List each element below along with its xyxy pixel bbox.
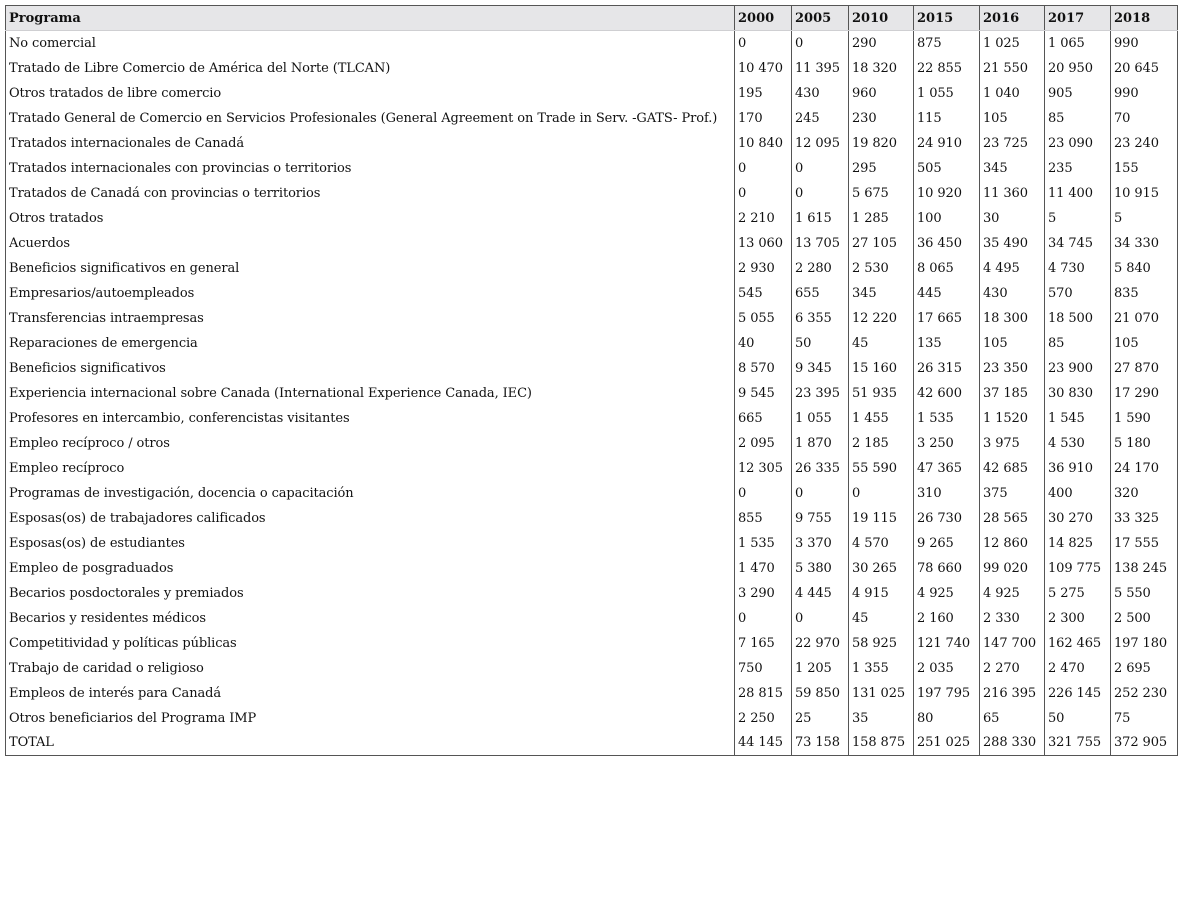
- value-cell: 20 950: [1045, 56, 1111, 81]
- value-cell: 45: [849, 606, 914, 631]
- value-cell: 12 860: [980, 531, 1045, 556]
- value-cell: 321 755: [1045, 731, 1111, 756]
- value-cell: 36 910: [1045, 456, 1111, 481]
- value-cell: 27 870: [1111, 356, 1178, 381]
- value-cell: 1 545: [1045, 406, 1111, 431]
- value-cell: 195: [735, 81, 792, 106]
- program-name-cell: Tratados de Canadá con provincias o territorios: [6, 181, 735, 206]
- value-cell: 105: [980, 106, 1045, 131]
- value-cell: 4 495: [980, 256, 1045, 281]
- value-cell: 372 905: [1111, 731, 1178, 756]
- value-cell: 115: [914, 106, 980, 131]
- value-cell: 0: [735, 606, 792, 631]
- value-cell: 17 665: [914, 306, 980, 331]
- value-cell: 8 570: [735, 356, 792, 381]
- value-cell: 73 158: [792, 731, 849, 756]
- value-cell: 70: [1111, 106, 1178, 131]
- program-name-cell: Trabajo de caridad o religioso: [6, 656, 735, 681]
- column-header-year: 2017: [1045, 6, 1111, 31]
- value-cell: 11 395: [792, 56, 849, 81]
- program-name-cell: Experiencia internacional sobre Canada (International Experience Canada, IEC): [6, 381, 735, 406]
- value-cell: 28 565: [980, 506, 1045, 531]
- value-cell: 21 070: [1111, 306, 1178, 331]
- program-name-cell: Tratados internacionales de Canadá: [6, 131, 735, 156]
- value-cell: 1 055: [914, 81, 980, 106]
- program-name-cell: Empleos de interés para Canadá: [6, 681, 735, 706]
- value-cell: 20 645: [1111, 56, 1178, 81]
- value-cell: 665: [735, 406, 792, 431]
- table-row: [6, 31, 1178, 56]
- value-cell: 12 095: [792, 131, 849, 156]
- value-cell: 835: [1111, 281, 1178, 306]
- value-cell: 2 530: [849, 256, 914, 281]
- table-row: [6, 606, 1178, 631]
- program-name-cell: Transferencias intraempresas: [6, 306, 735, 331]
- table-header: [6, 6, 1178, 31]
- value-cell: 23 900: [1045, 356, 1111, 381]
- value-cell: 320: [1111, 481, 1178, 506]
- value-cell: 23 090: [1045, 131, 1111, 156]
- table-row: [6, 706, 1178, 731]
- value-cell: 138 245: [1111, 556, 1178, 581]
- value-cell: 1 590: [1111, 406, 1178, 431]
- value-cell: 47 365: [914, 456, 980, 481]
- value-cell: 445: [914, 281, 980, 306]
- value-cell: 2 500: [1111, 606, 1178, 631]
- value-cell: 50: [1045, 706, 1111, 731]
- value-cell: 42 600: [914, 381, 980, 406]
- value-cell: 430: [792, 81, 849, 106]
- value-cell: 37 185: [980, 381, 1045, 406]
- value-cell: 3 250: [914, 431, 980, 456]
- value-cell: 2 695: [1111, 656, 1178, 681]
- value-cell: 10 920: [914, 181, 980, 206]
- value-cell: 4 925: [914, 581, 980, 606]
- value-cell: 9 545: [735, 381, 792, 406]
- value-cell: 960: [849, 81, 914, 106]
- value-cell: 162 465: [1045, 631, 1111, 656]
- value-cell: 27 105: [849, 231, 914, 256]
- value-cell: 105: [1111, 331, 1178, 356]
- program-name-cell: Programas de investigación, docencia o capacitación: [6, 481, 735, 506]
- value-cell: 22 855: [914, 56, 980, 81]
- value-cell: 170: [735, 106, 792, 131]
- value-cell: 2 330: [980, 606, 1045, 631]
- value-cell: 245: [792, 106, 849, 131]
- table-row: [6, 681, 1178, 706]
- value-cell: 4 570: [849, 531, 914, 556]
- value-cell: 3 290: [735, 581, 792, 606]
- value-cell: 0: [735, 181, 792, 206]
- value-cell: 13 705: [792, 231, 849, 256]
- value-cell: 78 660: [914, 556, 980, 581]
- value-cell: 5 055: [735, 306, 792, 331]
- value-cell: 252 230: [1111, 681, 1178, 706]
- value-cell: 3 370: [792, 531, 849, 556]
- program-name-cell: Competitividad y políticas públicas: [6, 631, 735, 656]
- value-cell: 80: [914, 706, 980, 731]
- value-cell: 18 300: [980, 306, 1045, 331]
- value-cell: 155: [1111, 156, 1178, 181]
- value-cell: 345: [849, 281, 914, 306]
- value-cell: 2 470: [1045, 656, 1111, 681]
- value-cell: 15 160: [849, 356, 914, 381]
- table-row: [6, 56, 1178, 81]
- value-cell: 0: [792, 481, 849, 506]
- value-cell: 9 755: [792, 506, 849, 531]
- table-row: [6, 456, 1178, 481]
- value-cell: 990: [1111, 81, 1178, 106]
- value-cell: 6 355: [792, 306, 849, 331]
- value-cell: 5 675: [849, 181, 914, 206]
- program-name-cell: Esposas(os) de estudiantes: [6, 531, 735, 556]
- table-row: [6, 156, 1178, 181]
- value-cell: 23 395: [792, 381, 849, 406]
- table-row: [6, 106, 1178, 131]
- value-cell: 2 185: [849, 431, 914, 456]
- value-cell: 855: [735, 506, 792, 531]
- value-cell: 1 870: [792, 431, 849, 456]
- value-cell: 375: [980, 481, 1045, 506]
- column-header-year: 2018: [1111, 6, 1178, 31]
- value-cell: 251 025: [914, 731, 980, 756]
- value-cell: 11 360: [980, 181, 1045, 206]
- value-cell: 1 055: [792, 406, 849, 431]
- value-cell: 1 455: [849, 406, 914, 431]
- value-cell: 545: [735, 281, 792, 306]
- table-row: [6, 181, 1178, 206]
- value-cell: 26 335: [792, 456, 849, 481]
- value-cell: 5 380: [792, 556, 849, 581]
- value-cell: 42 685: [980, 456, 1045, 481]
- value-cell: 12 305: [735, 456, 792, 481]
- value-cell: 4 445: [792, 581, 849, 606]
- table-row: [6, 331, 1178, 356]
- program-name-cell: Empleo recíproco / otros: [6, 431, 735, 456]
- value-cell: 45: [849, 331, 914, 356]
- value-cell: 5: [1045, 206, 1111, 231]
- value-cell: 5: [1111, 206, 1178, 231]
- header-row: [6, 6, 1178, 31]
- value-cell: 905: [1045, 81, 1111, 106]
- value-cell: 35: [849, 706, 914, 731]
- value-cell: 3 975: [980, 431, 1045, 456]
- value-cell: 2 210: [735, 206, 792, 231]
- value-cell: 288 330: [980, 731, 1045, 756]
- program-name-cell: No comercial: [6, 31, 735, 56]
- table-row: [6, 81, 1178, 106]
- value-cell: 2 270: [980, 656, 1045, 681]
- value-cell: 85: [1045, 106, 1111, 131]
- value-cell: 18 320: [849, 56, 914, 81]
- value-cell: 10 470: [735, 56, 792, 81]
- value-cell: 75: [1111, 706, 1178, 731]
- value-cell: 99 020: [980, 556, 1045, 581]
- value-cell: 23 725: [980, 131, 1045, 156]
- value-cell: 1 535: [735, 531, 792, 556]
- value-cell: 430: [980, 281, 1045, 306]
- value-cell: 9 345: [792, 356, 849, 381]
- value-cell: 235: [1045, 156, 1111, 181]
- column-header-year: 2000: [735, 6, 792, 31]
- table-body: [6, 31, 1178, 756]
- value-cell: 875: [914, 31, 980, 56]
- value-cell: 4 730: [1045, 256, 1111, 281]
- value-cell: 26 730: [914, 506, 980, 531]
- program-name-cell: Profesores en intercambio, conferencistas visitantes: [6, 406, 735, 431]
- table-row: [6, 431, 1178, 456]
- value-cell: 0: [735, 156, 792, 181]
- value-cell: 105: [980, 331, 1045, 356]
- table-row: [6, 556, 1178, 581]
- value-cell: 18 500: [1045, 306, 1111, 331]
- table-row: [6, 731, 1178, 756]
- value-cell: 655: [792, 281, 849, 306]
- program-name-cell: Empleo recíproco: [6, 456, 735, 481]
- value-cell: 1 355: [849, 656, 914, 681]
- data-table: [5, 5, 1178, 756]
- value-cell: 197 180: [1111, 631, 1178, 656]
- value-cell: 1 205: [792, 656, 849, 681]
- value-cell: 0: [735, 481, 792, 506]
- value-cell: 1 040: [980, 81, 1045, 106]
- value-cell: 23 240: [1111, 131, 1178, 156]
- value-cell: 0: [792, 156, 849, 181]
- value-cell: 30: [980, 206, 1045, 231]
- value-cell: 22 970: [792, 631, 849, 656]
- value-cell: 216 395: [980, 681, 1045, 706]
- program-name-cell: Reparaciones de emergencia: [6, 331, 735, 356]
- value-cell: 65: [980, 706, 1045, 731]
- value-cell: 4 925: [980, 581, 1045, 606]
- value-cell: 109 775: [1045, 556, 1111, 581]
- table-row: [6, 631, 1178, 656]
- value-cell: 19 820: [849, 131, 914, 156]
- table-row: [6, 506, 1178, 531]
- table-row: [6, 231, 1178, 256]
- value-cell: 0: [735, 31, 792, 56]
- value-cell: 290: [849, 31, 914, 56]
- value-cell: 1 025: [980, 31, 1045, 56]
- value-cell: 9 265: [914, 531, 980, 556]
- value-cell: 85: [1045, 331, 1111, 356]
- value-cell: 34 745: [1045, 231, 1111, 256]
- value-cell: 1 535: [914, 406, 980, 431]
- value-cell: 13 060: [735, 231, 792, 256]
- column-header-year: 2005: [792, 6, 849, 31]
- table-row: [6, 481, 1178, 506]
- value-cell: 5 840: [1111, 256, 1178, 281]
- value-cell: 1 615: [792, 206, 849, 231]
- value-cell: 131 025: [849, 681, 914, 706]
- value-cell: 158 875: [849, 731, 914, 756]
- value-cell: 0: [849, 481, 914, 506]
- value-cell: 35 490: [980, 231, 1045, 256]
- table-row: [6, 356, 1178, 381]
- value-cell: 30 830: [1045, 381, 1111, 406]
- value-cell: 1 1520: [980, 406, 1045, 431]
- value-cell: 226 145: [1045, 681, 1111, 706]
- program-name-cell: Otros beneficiarios del Programa IMP: [6, 706, 735, 731]
- value-cell: 4 530: [1045, 431, 1111, 456]
- column-header-year: 2010: [849, 6, 914, 31]
- value-cell: 5 550: [1111, 581, 1178, 606]
- value-cell: 44 145: [735, 731, 792, 756]
- value-cell: 505: [914, 156, 980, 181]
- value-cell: 11 400: [1045, 181, 1111, 206]
- value-cell: 345: [980, 156, 1045, 181]
- value-cell: 50: [792, 331, 849, 356]
- program-name-cell: Tratado General de Comercio en Servicios Profesionales (General Agreement on Trade in Serv. -GATS- Prof.): [6, 106, 735, 131]
- value-cell: 2 280: [792, 256, 849, 281]
- value-cell: 19 115: [849, 506, 914, 531]
- value-cell: 5 275: [1045, 581, 1111, 606]
- value-cell: 0: [792, 606, 849, 631]
- column-header-programa: Programa: [6, 6, 735, 31]
- program-name-cell: Empleo de posgraduados: [6, 556, 735, 581]
- value-cell: 4 915: [849, 581, 914, 606]
- value-cell: 25: [792, 706, 849, 731]
- value-cell: 2 930: [735, 256, 792, 281]
- value-cell: 0: [792, 31, 849, 56]
- value-cell: 24 170: [1111, 456, 1178, 481]
- value-cell: 40: [735, 331, 792, 356]
- value-cell: 34 330: [1111, 231, 1178, 256]
- table-row: [6, 531, 1178, 556]
- table-row: [6, 256, 1178, 281]
- value-cell: 28 815: [735, 681, 792, 706]
- value-cell: 0: [792, 181, 849, 206]
- value-cell: 400: [1045, 481, 1111, 506]
- value-cell: 23 350: [980, 356, 1045, 381]
- program-name-cell: Otros tratados de libre comercio: [6, 81, 735, 106]
- table-row: [6, 656, 1178, 681]
- value-cell: 24 910: [914, 131, 980, 156]
- value-cell: 310: [914, 481, 980, 506]
- value-cell: 10 915: [1111, 181, 1178, 206]
- value-cell: 8 065: [914, 256, 980, 281]
- value-cell: 17 290: [1111, 381, 1178, 406]
- table-row: [6, 581, 1178, 606]
- table-row: [6, 306, 1178, 331]
- value-cell: 55 590: [849, 456, 914, 481]
- value-cell: 295: [849, 156, 914, 181]
- value-cell: 2 035: [914, 656, 980, 681]
- value-cell: 230: [849, 106, 914, 131]
- value-cell: 12 220: [849, 306, 914, 331]
- value-cell: 1 065: [1045, 31, 1111, 56]
- value-cell: 5 180: [1111, 431, 1178, 456]
- value-cell: 33 325: [1111, 506, 1178, 531]
- column-header-year: 2015: [914, 6, 980, 31]
- value-cell: 990: [1111, 31, 1178, 56]
- program-name-cell: Empresarios/autoempleados: [6, 281, 735, 306]
- table-row: [6, 406, 1178, 431]
- program-name-cell: Esposas(os) de trabajadores calificados: [6, 506, 735, 531]
- value-cell: 570: [1045, 281, 1111, 306]
- table-row: [6, 131, 1178, 156]
- value-cell: 30 265: [849, 556, 914, 581]
- value-cell: 1 470: [735, 556, 792, 581]
- value-cell: 2 095: [735, 431, 792, 456]
- value-cell: 135: [914, 331, 980, 356]
- value-cell: 2 160: [914, 606, 980, 631]
- value-cell: 36 450: [914, 231, 980, 256]
- value-cell: 2 250: [735, 706, 792, 731]
- table-row: [6, 206, 1178, 231]
- value-cell: 58 925: [849, 631, 914, 656]
- program-name-cell: Otros tratados: [6, 206, 735, 231]
- value-cell: 14 825: [1045, 531, 1111, 556]
- value-cell: 147 700: [980, 631, 1045, 656]
- program-name-cell: Becarios posdoctorales y premiados: [6, 581, 735, 606]
- value-cell: 100: [914, 206, 980, 231]
- program-name-cell: Beneficios significativos en general: [6, 256, 735, 281]
- value-cell: 51 935: [849, 381, 914, 406]
- program-name-cell: Tratados internacionales con provincias o territorios: [6, 156, 735, 181]
- program-name-cell: TOTAL: [6, 731, 735, 756]
- value-cell: 750: [735, 656, 792, 681]
- program-name-cell: Acuerdos: [6, 231, 735, 256]
- value-cell: 121 740: [914, 631, 980, 656]
- value-cell: 26 315: [914, 356, 980, 381]
- value-cell: 10 840: [735, 131, 792, 156]
- value-cell: 197 795: [914, 681, 980, 706]
- value-cell: 30 270: [1045, 506, 1111, 531]
- value-cell: 1 285: [849, 206, 914, 231]
- value-cell: 59 850: [792, 681, 849, 706]
- value-cell: 2 300: [1045, 606, 1111, 631]
- value-cell: 21 550: [980, 56, 1045, 81]
- program-name-cell: Becarios y residentes médicos: [6, 606, 735, 631]
- value-cell: 17 555: [1111, 531, 1178, 556]
- column-header-year: 2016: [980, 6, 1045, 31]
- table-row: [6, 281, 1178, 306]
- program-name-cell: Beneficios significativos: [6, 356, 735, 381]
- value-cell: 7 165: [735, 631, 792, 656]
- program-name-cell: Tratado de Libre Comercio de América del Norte (TLCAN): [6, 56, 735, 81]
- table-row: [6, 381, 1178, 406]
